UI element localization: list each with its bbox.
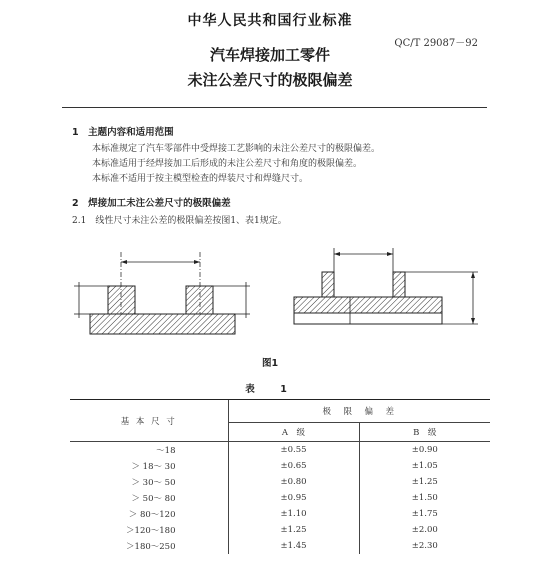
header-basic-size: 基 本 尺 寸 xyxy=(70,400,228,442)
section2-heading: 2 焊接加工未注公差尺寸的极限偏差 xyxy=(72,198,231,209)
cell-grade-b: ±0.90 xyxy=(359,442,490,459)
table-caption: 表 1 xyxy=(245,384,295,395)
left-weld-drawing xyxy=(74,252,250,334)
header-grade-a: A 级 xyxy=(228,423,359,442)
cell-grade-b: ±1.05 xyxy=(359,458,490,474)
cell-size: ＞120～180 xyxy=(126,526,176,536)
cell-grade-a: ±1.45 xyxy=(228,538,359,554)
cell-grade-a: ±0.80 xyxy=(228,474,359,490)
cell-grade-b: ±2.00 xyxy=(359,522,490,538)
cell-size: ＞ 18～ 30 xyxy=(131,462,176,472)
section1-paragraph3: 本标准不适用于按主模型检查的焊装尺寸和焊缝尺寸。 xyxy=(92,174,309,184)
clause-2-1: 2.1 线性尺寸未注公差的极限偏差按图1、表1规定。 xyxy=(72,216,287,226)
cell-grade-b: ±1.75 xyxy=(359,506,490,522)
cell-size: ＞ 50～ 80 xyxy=(131,494,176,504)
cell-grade-b: ±2.30 xyxy=(359,538,490,554)
figure-caption: 图1 xyxy=(261,358,279,369)
table-row xyxy=(70,538,490,554)
document-title-line2: 未注公差尺寸的极限偏差 xyxy=(187,71,353,89)
section1-paragraph2: 本标准适用于经焊接加工后形成的未注公差尺寸和角度的极限偏差。 xyxy=(92,159,363,169)
table-row xyxy=(70,458,490,474)
cell-grade-a: ±0.55 xyxy=(228,442,359,459)
table-row xyxy=(70,522,490,538)
standard-code: QC/T 29087－92 xyxy=(394,38,478,49)
table-row xyxy=(70,474,490,490)
document-title-line1: 汽车焊接加工零件 xyxy=(209,46,330,64)
table-row xyxy=(70,442,490,459)
cell-grade-a: ±1.25 xyxy=(228,522,359,538)
header-limit-deviation: 极 限 偏 差 xyxy=(228,400,490,423)
table-row xyxy=(70,490,490,506)
limit-deviation-table xyxy=(70,399,490,554)
right-weld-drawing xyxy=(294,248,478,324)
cell-grade-a: ±1.10 xyxy=(228,506,359,522)
cell-size: ～18 xyxy=(156,446,176,456)
cell-size: ＞ 30～ 50 xyxy=(131,478,176,488)
section1-heading: 1 主题内容和适用范围 xyxy=(72,127,174,138)
table-row xyxy=(70,506,490,522)
header-grade-b: B 级 xyxy=(359,423,490,442)
standard-title: 中华人民共和国行业标准 xyxy=(187,13,353,29)
section1-paragraph1: 本标准规定了汽车零部件中受焊接工艺影响的未注公差尺寸的极限偏差。 xyxy=(92,144,381,154)
cell-size: ＞ 80～120 xyxy=(128,510,176,520)
cell-grade-a: ±0.65 xyxy=(228,458,359,474)
cell-size: ＞180～250 xyxy=(126,542,176,552)
cell-grade-b: ±1.25 xyxy=(359,474,490,490)
cell-grade-b: ±1.50 xyxy=(359,490,490,506)
cell-grade-a: ±0.95 xyxy=(228,490,359,506)
